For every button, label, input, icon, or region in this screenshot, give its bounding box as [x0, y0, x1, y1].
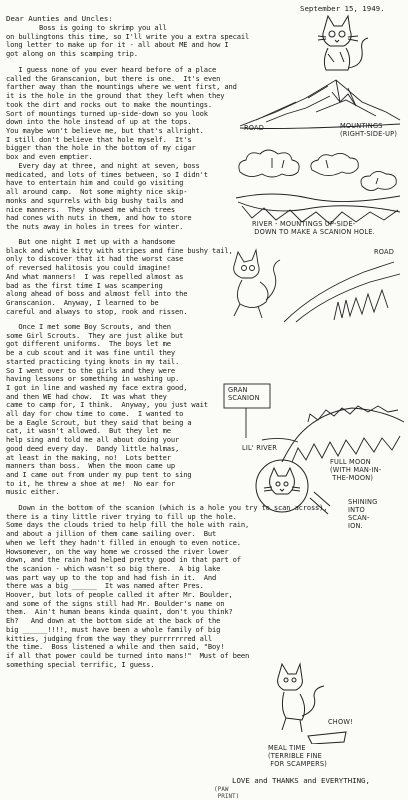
canyon-sign-sketch — [222, 382, 408, 464]
mountings-label: MOUNTINGS (RIGHT-SIDE-UP) — [340, 122, 398, 138]
paw-print-mark: (PAW PRINT) — [214, 786, 240, 800]
letter-greeting: Dear Aunties and Uncles: — [6, 14, 113, 23]
chow-label: CHOW! — [328, 718, 353, 726]
road-label-2: ROAD — [374, 248, 395, 256]
paragraph-intro: Boss is going to skrimp you all on bullingtons this time, so I'll write you a extra specail long letter to make up for it - all about ME and how I got along on this scamping trip. — [6, 23, 250, 59]
lil-river-label: LIL' RIVER — [242, 444, 277, 452]
paragraph-camp-visits: Every day at three, and night at seven, boss medicated, and lots of times between, so I didn't have to entertain him and could go visiting all around camp. Not some mighty nice skip- monks and squrrels with big bushy tails and nice manners. They showed me which trees had cones with nuts in them, and how to store the nuts away in holes in trees for winter. — [6, 161, 208, 231]
shining-label: SHINING INTO SCAN- ION. — [348, 498, 378, 530]
letter-date: September 15, 1949. — [300, 4, 385, 13]
mountains-sketch — [236, 72, 404, 138]
canyon-clouds-sketch — [232, 146, 404, 242]
river-mountings-caption: RIVER - MOUNTINGS UP-SIDE- DOWN TO MAKE A SCANION HOLE. — [252, 220, 375, 236]
cat-sketch-top — [304, 10, 376, 76]
full-moon-label: FULL MOON (WITH MAN-IN- THE-MOON) — [330, 458, 382, 482]
cat-on-road-sketch — [214, 242, 404, 324]
paragraph-skunk: But one night I met up with a handsome black and white kitty with stripes and fine bushy tail, only to discover that it had the worst case of reversed halitosis you could imagine! And what manners! I was repelled almost as bad as the first time I was scampering along ahead of boss and almost fell into the Granscanion. Anyway, I learned to be careful and always to stop, rook and rissen. — [6, 237, 233, 316]
paragraph-granscanion: I guess none of you ever heard before of a place called the Granscanion, but there is one. It's even farther away than the mountings where we went first, and it is the hole in the ground that they left when they took the dirt and rocks out to make the mountings. Sort of mountings turned up-side-down so you look down into the hole instead of up at the tops. You maybe won't believe me, but that's allright. I still don't believe that hole myself. It's bigger than the hole in the bottom of my cigar box and even emptier. — [6, 65, 237, 162]
road-label: ROAD — [244, 124, 265, 132]
full-moon-sketch — [248, 456, 332, 518]
paragraph-scouts: Once I met some Boy Scrouts, and then some Girl Scrouts. They are just alike but got different uniforms. The boys let me be a cub scout and it was fine until they started practicing tying knots in my tail. So I went over to the girls and they were having lessons or something in washing up. I got in line and washed my face extra good, and then WE had chow. It was what they came to camp for, I think. Anyway, you just wait all day for chow time to come. I wanted to be a Eagle Scrout, but they said that being a cat, it wasn't allowed. But they let me help sing and told me all about doing your good deed every day. Dandy little halmas, at least in the making, no! Lots better manners than boss. When the moon came up and I came out from under my pup tent to sing to it, he threw a shoe at me! No ear for music either. — [6, 322, 208, 497]
paragraph-river-dam: Down in the bottom of the scanion (which is a hole you try to scan across), there is a tiny little river trying to fill up the hole. Some days the clouds tried to help fill the hole with rain, and about a jillion of them came sailing over. But when we left they hadn't filled in enough to even notice. Howsomever, on the way home we crossed the river lower down, and the rain had helped pretty good in that part of the scanion - which wasn't so big there. A big lake was part way up to the top and had fish in it. And there was a big ______ It was named after Pres. Hoover, but lots of people called it after Mr. Boulder, and some of the signs still had Mr. Boulder's name on them. Ain't human beans kinda quaint, don't you think? Eh? And down at the bottom side at the back of the big ______!!!!, must have been a whole family of big kitties, judging from the way they purrrrrrred all the time. Boss listened a while and then said, "Boy! if all that power could be turned into mans!" Must of been something special terrific, I guess. — [6, 503, 328, 669]
letter-closing: LOVE and THANKS and EVERYTHING, — [232, 776, 370, 785]
meal-time-label: MEAL TIME (TERRIBLE FINE FOR SCAMPERS) — [268, 744, 328, 768]
meal-time-cat-sketch — [268, 658, 348, 744]
gran-scanion-sign: GRAN SCANION — [228, 386, 260, 402]
